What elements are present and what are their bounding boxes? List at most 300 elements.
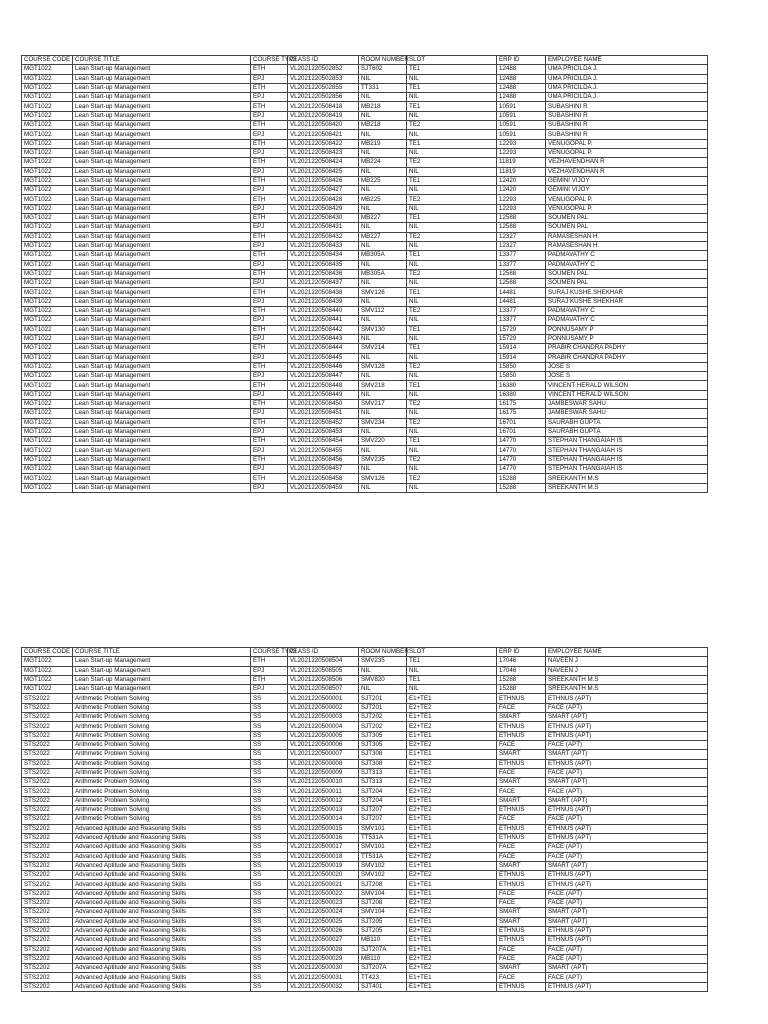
slot-cell: E2+TE2 bbox=[407, 852, 497, 861]
course-type-cell: SS bbox=[251, 871, 288, 880]
slot-cell: NIL bbox=[407, 204, 497, 213]
course-code-cell: STS2022 bbox=[22, 759, 73, 768]
class-id-cell: VL2021220500016 bbox=[288, 833, 359, 842]
class-id-cell: VL2021220500017 bbox=[288, 843, 359, 852]
class-id-cell: VL2021220500018 bbox=[288, 852, 359, 861]
class-id-cell: VL2021220508452 bbox=[288, 418, 359, 427]
class-id-cell: VL2021220500006 bbox=[288, 740, 359, 749]
slot-cell: TE1 bbox=[407, 251, 497, 260]
course-title-cell: Lean Start-up Management bbox=[73, 455, 251, 464]
employee-name-cell: PADMAVATHY C bbox=[546, 251, 708, 260]
employee-name-cell: SAURABH GUPTA bbox=[546, 427, 708, 436]
table-row bbox=[22, 195, 708, 204]
slot-cell: TE1 bbox=[407, 65, 497, 74]
slot-cell: TE2 bbox=[407, 455, 497, 464]
erp-id-cell: FACE bbox=[497, 945, 546, 954]
table-row bbox=[22, 139, 708, 148]
employee-name-cell: SREEKANTH M.S bbox=[546, 483, 708, 492]
course-code-cell: STS2202 bbox=[22, 936, 73, 945]
slot-cell: TE1 bbox=[407, 139, 497, 148]
slot-cell: E1+TE1 bbox=[407, 713, 497, 722]
course-code-cell: MGT1022 bbox=[22, 316, 73, 325]
course-type-cell: EPJ bbox=[251, 167, 288, 176]
slot-cell: NIL bbox=[407, 167, 497, 176]
course-code-cell: STS2202 bbox=[22, 880, 73, 889]
slot-cell: TE1 bbox=[407, 102, 497, 111]
table-row bbox=[22, 880, 708, 889]
course-type-cell: SS bbox=[251, 945, 288, 954]
course-type-cell: SS bbox=[251, 880, 288, 889]
employee-name-cell: SOUMEN PAL bbox=[546, 279, 708, 288]
course-code-cell: STS2022 bbox=[22, 787, 73, 796]
course-code-cell: MGT1022 bbox=[22, 214, 73, 223]
course-code-cell: MGT1022 bbox=[22, 675, 73, 684]
table-row bbox=[22, 260, 708, 269]
course-title-cell: Lean Start-up Management bbox=[73, 427, 251, 436]
class-id-cell: VL2021220508458 bbox=[288, 474, 359, 483]
slot-cell: TE1 bbox=[407, 176, 497, 185]
course-type-cell: ETH bbox=[251, 195, 288, 204]
erp-id-cell: 12488 bbox=[497, 74, 546, 83]
erp-id-cell: 15288 bbox=[497, 685, 546, 694]
column-header: ERP ID bbox=[497, 56, 546, 65]
erp-id-cell: SMART bbox=[497, 778, 546, 787]
erp-id-cell: ETHNUS bbox=[497, 731, 546, 740]
course-code-cell: MGT1022 bbox=[22, 167, 73, 176]
room-number-cell: NIL bbox=[359, 465, 407, 474]
table-row bbox=[22, 288, 708, 297]
class-id-cell: VL2021220508504 bbox=[288, 657, 359, 666]
class-id-cell: VL2021220508427 bbox=[288, 186, 359, 195]
room-number-cell: SJT305 bbox=[359, 740, 407, 749]
course-code-cell: STS2022 bbox=[22, 796, 73, 805]
table-row bbox=[22, 176, 708, 185]
class-id-cell: VL2021220500013 bbox=[288, 806, 359, 815]
class-id-cell: VL2021220508434 bbox=[288, 251, 359, 260]
table-row bbox=[22, 685, 708, 694]
room-number-cell: SJT313 bbox=[359, 768, 407, 777]
slot-cell: E1+TE1 bbox=[407, 889, 497, 898]
course-title-cell: Lean Start-up Management bbox=[73, 65, 251, 74]
course-code-cell: STS2202 bbox=[22, 964, 73, 973]
class-id-cell: VL2021220500021 bbox=[288, 880, 359, 889]
class-id-cell: VL2021220508432 bbox=[288, 232, 359, 241]
course-type-cell: SS bbox=[251, 750, 288, 759]
class-id-cell: VL2021220508437 bbox=[288, 279, 359, 288]
table-row bbox=[22, 861, 708, 870]
room-number-cell: NIL bbox=[359, 93, 407, 102]
course-type-cell: EPJ bbox=[251, 353, 288, 362]
employee-name-cell: SOUMEN PAL bbox=[546, 269, 708, 278]
erp-id-cell: 17046 bbox=[497, 666, 546, 675]
room-number-cell: SJT204 bbox=[359, 796, 407, 805]
course-code-cell: STS2022 bbox=[22, 778, 73, 787]
table-row bbox=[22, 121, 708, 130]
erp-id-cell: FACE bbox=[497, 973, 546, 982]
course-code-cell: STS2022 bbox=[22, 768, 73, 777]
slot-cell: E1+TE1 bbox=[407, 917, 497, 926]
room-number-cell: NIL bbox=[359, 372, 407, 381]
erp-id-cell: ETHNUS bbox=[497, 759, 546, 768]
table-row bbox=[22, 722, 708, 731]
column-header: COURSE CODE bbox=[22, 56, 73, 65]
erp-id-cell: 15288 bbox=[497, 483, 546, 492]
room-number-cell: TT331 bbox=[359, 83, 407, 92]
table-row bbox=[22, 806, 708, 815]
slot-cell: TE1 bbox=[407, 83, 497, 92]
employee-name-cell: FACE (APT) bbox=[546, 945, 708, 954]
table-row bbox=[22, 982, 708, 991]
course-code-cell: MGT1022 bbox=[22, 111, 73, 120]
course-code-cell: MGT1022 bbox=[22, 418, 73, 427]
table-row bbox=[22, 279, 708, 288]
employee-name-cell: SMART (APT) bbox=[546, 917, 708, 926]
slot-cell: TE2 bbox=[407, 418, 497, 427]
column-header: ROOM NUMBER bbox=[359, 648, 407, 657]
slot-cell: NIL bbox=[407, 148, 497, 157]
room-number-cell: MB110 bbox=[359, 954, 407, 963]
room-number-cell: NIL bbox=[359, 316, 407, 325]
course-type-cell: EPJ bbox=[251, 241, 288, 250]
course-code-cell: STS2202 bbox=[22, 945, 73, 954]
room-number-cell: SMV104 bbox=[359, 908, 407, 917]
employee-name-cell: VINCENT HERALD WILSON bbox=[546, 381, 708, 390]
class-id-cell: VL2021220508443 bbox=[288, 334, 359, 343]
class-id-cell: VL2021220508442 bbox=[288, 325, 359, 334]
room-number-cell: MB218 bbox=[359, 121, 407, 130]
course-title-cell: Lean Start-up Management bbox=[73, 418, 251, 427]
room-number-cell: MB305A bbox=[359, 269, 407, 278]
room-number-cell: TT531A bbox=[359, 852, 407, 861]
class-id-cell: VL2021220500030 bbox=[288, 964, 359, 973]
table-row bbox=[22, 759, 708, 768]
slot-cell: NIL bbox=[407, 372, 497, 381]
course-code-cell: MGT1022 bbox=[22, 65, 73, 74]
course-title-cell: Lean Start-up Management bbox=[73, 390, 251, 399]
course-title-cell: Lean Start-up Management bbox=[73, 325, 251, 334]
course-title-cell: Lean Start-up Management bbox=[73, 241, 251, 250]
erp-id-cell: 12588 bbox=[497, 214, 546, 223]
erp-id-cell: 12327 bbox=[497, 241, 546, 250]
slot-cell: TE2 bbox=[407, 399, 497, 408]
employee-name-cell: VINCENT HERALD WILSON bbox=[546, 390, 708, 399]
course-title-cell: Lean Start-up Management bbox=[73, 344, 251, 353]
class-id-cell: VL2021220508447 bbox=[288, 372, 359, 381]
erp-id-cell: SMART bbox=[497, 750, 546, 759]
employee-name-cell: VEZHAVENDHAN R bbox=[546, 167, 708, 176]
erp-id-cell: 11819 bbox=[497, 158, 546, 167]
course-type-cell: EPJ bbox=[251, 334, 288, 343]
class-id-cell: VL2021220508507 bbox=[288, 685, 359, 694]
class-id-cell: VL2021220508455 bbox=[288, 446, 359, 455]
room-number-cell: TT531A bbox=[359, 833, 407, 842]
course-code-cell: MGT1022 bbox=[22, 232, 73, 241]
erp-id-cell: 10591 bbox=[497, 130, 546, 139]
slot-cell: NIL bbox=[407, 427, 497, 436]
erp-id-cell: FACE bbox=[497, 843, 546, 852]
course-title-cell: Advanced Aptitude and Reasoning Skills bbox=[73, 908, 251, 917]
slot-cell: TE1 bbox=[407, 288, 497, 297]
table-row bbox=[22, 843, 708, 852]
course-title-cell: Lean Start-up Management bbox=[73, 269, 251, 278]
employee-name-cell: JAMBESWAR SAHU bbox=[546, 409, 708, 418]
erp-id-cell: 12420 bbox=[497, 176, 546, 185]
room-number-cell: SJT202 bbox=[359, 722, 407, 731]
course-type-cell: EPJ bbox=[251, 316, 288, 325]
erp-id-cell: SMART bbox=[497, 713, 546, 722]
course-type-cell: ETH bbox=[251, 437, 288, 446]
erp-id-cell: 11819 bbox=[497, 167, 546, 176]
erp-id-cell: 12488 bbox=[497, 83, 546, 92]
table-row bbox=[22, 427, 708, 436]
room-number-cell: TT423 bbox=[359, 973, 407, 982]
room-number-cell: SJT308 bbox=[359, 759, 407, 768]
table-row bbox=[22, 102, 708, 111]
course-type-cell: ETH bbox=[251, 474, 288, 483]
class-id-cell: VL2021220508429 bbox=[288, 204, 359, 213]
class-id-cell: VL2021220500010 bbox=[288, 778, 359, 787]
course-title-cell: Lean Start-up Management bbox=[73, 148, 251, 157]
slot-cell: E2+TE2 bbox=[407, 703, 497, 712]
column-header: EMPLOYEE NAME bbox=[546, 648, 708, 657]
room-number-cell: SMV220 bbox=[359, 437, 407, 446]
slot-cell: E2+TE2 bbox=[407, 908, 497, 917]
room-number-cell: SMV128 bbox=[359, 362, 407, 371]
employee-name-cell: PADMAVATHY C bbox=[546, 307, 708, 316]
course-type-cell: EPJ bbox=[251, 390, 288, 399]
slot-cell: E1+TE1 bbox=[407, 750, 497, 759]
course-title-cell: Lean Start-up Management bbox=[73, 446, 251, 455]
course-title-cell: Lean Start-up Management bbox=[73, 121, 251, 130]
course-code-cell: STS2022 bbox=[22, 731, 73, 740]
course-code-cell: MGT1022 bbox=[22, 251, 73, 260]
erp-id-cell: 12420 bbox=[497, 186, 546, 195]
header-row bbox=[22, 56, 708, 65]
course-type-cell: EPJ bbox=[251, 148, 288, 157]
slot-cell: NIL bbox=[407, 74, 497, 83]
course-title-cell: Lean Start-up Management bbox=[73, 353, 251, 362]
erp-id-cell: ETHNUS bbox=[497, 694, 546, 703]
table-row bbox=[22, 787, 708, 796]
room-number-cell: MB225 bbox=[359, 195, 407, 204]
course-code-cell: MGT1022 bbox=[22, 93, 73, 102]
course-type-cell: SS bbox=[251, 889, 288, 898]
room-number-cell: NIL bbox=[359, 390, 407, 399]
class-id-cell: VL2021220508428 bbox=[288, 195, 359, 204]
course-type-cell: SS bbox=[251, 713, 288, 722]
course-title-cell: Lean Start-up Management bbox=[73, 437, 251, 446]
course-code-cell: STS2202 bbox=[22, 899, 73, 908]
room-number-cell: SMV126 bbox=[359, 474, 407, 483]
course-type-cell: EPJ bbox=[251, 465, 288, 474]
slot-cell: NIL bbox=[407, 685, 497, 694]
course-title-cell: Advanced Aptitude and Reasoning Skills bbox=[73, 917, 251, 926]
room-number-cell: SMV235 bbox=[359, 455, 407, 464]
table-row bbox=[22, 889, 708, 898]
employee-name-cell: FACE (APT) bbox=[546, 889, 708, 898]
erp-id-cell: 10591 bbox=[497, 111, 546, 120]
column-header: COURSE TYPE bbox=[251, 648, 288, 657]
course-code-cell: MGT1022 bbox=[22, 158, 73, 167]
slot-cell: E1+TE1 bbox=[407, 880, 497, 889]
table-row bbox=[22, 344, 708, 353]
slot-cell: TE1 bbox=[407, 325, 497, 334]
course-title-cell: Lean Start-up Management bbox=[73, 307, 251, 316]
room-number-cell: SJT201 bbox=[359, 703, 407, 712]
employee-name-cell: SURAJ KUSHE SHEKHAR bbox=[546, 297, 708, 306]
class-id-cell: VL2021220508506 bbox=[288, 675, 359, 684]
class-id-cell: VL2021220508426 bbox=[288, 176, 359, 185]
room-number-cell: NIL bbox=[359, 446, 407, 455]
course-type-cell: SS bbox=[251, 861, 288, 870]
course-title-cell: Lean Start-up Management bbox=[73, 251, 251, 260]
course-code-cell: STS2022 bbox=[22, 703, 73, 712]
employee-name-cell: FACE (APT) bbox=[546, 843, 708, 852]
erp-id-cell: 15729 bbox=[497, 325, 546, 334]
employee-name-cell: SURAJ KUSHE SHEKHAR bbox=[546, 288, 708, 297]
class-id-cell: VL2021220500001 bbox=[288, 694, 359, 703]
erp-id-cell: 16380 bbox=[497, 381, 546, 390]
course-type-cell: SS bbox=[251, 778, 288, 787]
slot-cell: E2+TE2 bbox=[407, 722, 497, 731]
table-row bbox=[22, 768, 708, 777]
slot-cell: NIL bbox=[407, 130, 497, 139]
employee-name-cell: FACE (APT) bbox=[546, 703, 708, 712]
table-row bbox=[22, 936, 708, 945]
employee-name-cell: JOSE S bbox=[546, 362, 708, 371]
room-number-cell: NIL bbox=[359, 260, 407, 269]
class-id-cell: VL2021220508439 bbox=[288, 297, 359, 306]
employee-name-cell: JOSE S bbox=[546, 372, 708, 381]
course-type-cell: SS bbox=[251, 982, 288, 991]
course-title-cell: Lean Start-up Management bbox=[73, 111, 251, 120]
class-id-cell: VL2021220508423 bbox=[288, 148, 359, 157]
course-type-cell: ETH bbox=[251, 399, 288, 408]
employee-name-cell: VENUGOPAL P. bbox=[546, 148, 708, 157]
erp-id-cell: 12293 bbox=[497, 204, 546, 213]
course-code-cell: MGT1022 bbox=[22, 195, 73, 204]
table-row bbox=[22, 186, 708, 195]
room-number-cell: MB219 bbox=[359, 139, 407, 148]
erp-id-cell: 14770 bbox=[497, 437, 546, 446]
table-row bbox=[22, 83, 708, 92]
class-id-cell: VL2021220508425 bbox=[288, 167, 359, 176]
course-code-cell: MGT1022 bbox=[22, 427, 73, 436]
course-type-cell: EPJ bbox=[251, 427, 288, 436]
erp-id-cell: 12293 bbox=[497, 195, 546, 204]
course-title-cell: Lean Start-up Management bbox=[73, 223, 251, 232]
course-title-cell: Lean Start-up Management bbox=[73, 74, 251, 83]
erp-id-cell: 16380 bbox=[497, 390, 546, 399]
room-number-cell: NIL bbox=[359, 483, 407, 492]
erp-id-cell: ETHNUS bbox=[497, 871, 546, 880]
erp-id-cell: 17046 bbox=[497, 657, 546, 666]
course-type-cell: ETH bbox=[251, 121, 288, 130]
slot-cell: E2+TE2 bbox=[407, 964, 497, 973]
erp-id-cell: 13377 bbox=[497, 307, 546, 316]
employee-name-cell: STEPHAN THANGAIAH IS bbox=[546, 455, 708, 464]
room-number-cell: SMV126 bbox=[359, 288, 407, 297]
slot-cell: E2+TE2 bbox=[407, 759, 497, 768]
table-row bbox=[22, 214, 708, 223]
slot-cell: TE1 bbox=[407, 344, 497, 353]
class-id-cell: VL2021220508446 bbox=[288, 362, 359, 371]
class-id-cell: VL2021220508456 bbox=[288, 455, 359, 464]
employee-name-cell: SMART (APT) bbox=[546, 964, 708, 973]
room-number-cell: NIL bbox=[359, 204, 407, 213]
table-row bbox=[22, 871, 708, 880]
course-title-cell: Arithmetic Problem Solving bbox=[73, 806, 251, 815]
course-type-cell: EPJ bbox=[251, 93, 288, 102]
table-row bbox=[22, 815, 708, 824]
table-row bbox=[22, 740, 708, 749]
erp-id-cell: 12588 bbox=[497, 223, 546, 232]
course-type-cell: EPJ bbox=[251, 372, 288, 381]
employee-name-cell: SREEKANTH M.S bbox=[546, 675, 708, 684]
employee-name-cell: VENUGOPAL P. bbox=[546, 204, 708, 213]
class-id-cell: VL2021220508448 bbox=[288, 381, 359, 390]
room-number-cell: SJT602 bbox=[359, 65, 407, 74]
table-row bbox=[22, 954, 708, 963]
erp-id-cell: 12488 bbox=[497, 93, 546, 102]
course-type-cell: ETH bbox=[251, 102, 288, 111]
course-title-cell: Arithmetic Problem Solving bbox=[73, 815, 251, 824]
slot-cell: NIL bbox=[407, 465, 497, 474]
employee-name-cell: STEPHAN THANGAIAH IS bbox=[546, 465, 708, 474]
course-type-cell: ETH bbox=[251, 139, 288, 148]
course-code-cell: MGT1022 bbox=[22, 657, 73, 666]
course-code-cell: MGT1022 bbox=[22, 399, 73, 408]
course-code-cell: MGT1022 bbox=[22, 474, 73, 483]
course-title-cell: Advanced Aptitude and Reasoning Skills bbox=[73, 945, 251, 954]
class-id-cell: VL2021220508422 bbox=[288, 139, 359, 148]
erp-id-cell: ETHNUS bbox=[497, 824, 546, 833]
course-title-cell: Advanced Aptitude and Reasoning Skills bbox=[73, 899, 251, 908]
course-title-cell: Lean Start-up Management bbox=[73, 167, 251, 176]
course-title-cell: Lean Start-up Management bbox=[73, 362, 251, 371]
table-row bbox=[22, 945, 708, 954]
course-type-cell: EPJ bbox=[251, 204, 288, 213]
course-type-cell: SS bbox=[251, 787, 288, 796]
table-row bbox=[22, 778, 708, 787]
table-row bbox=[22, 372, 708, 381]
erp-id-cell: FACE bbox=[497, 899, 546, 908]
slot-cell: E2+TE2 bbox=[407, 871, 497, 880]
employee-name-cell: FACE (APT) bbox=[546, 973, 708, 982]
course-type-cell: SS bbox=[251, 759, 288, 768]
table-row bbox=[22, 269, 708, 278]
room-number-cell: SJT308 bbox=[359, 750, 407, 759]
slot-cell: E1+TE1 bbox=[407, 861, 497, 870]
erp-id-cell: 16701 bbox=[497, 418, 546, 427]
room-number-cell: SMV218 bbox=[359, 381, 407, 390]
erp-id-cell: SMART bbox=[497, 796, 546, 805]
column-header: COURSE CODE bbox=[22, 648, 73, 657]
course-type-cell: SS bbox=[251, 954, 288, 963]
course-title-cell: Lean Start-up Management bbox=[73, 204, 251, 213]
erp-id-cell: 12293 bbox=[497, 148, 546, 157]
course-code-cell: MGT1022 bbox=[22, 223, 73, 232]
employee-name-cell: UMA PRICILDA J. bbox=[546, 93, 708, 102]
course-title-cell: Advanced Aptitude and Reasoning Skills bbox=[73, 843, 251, 852]
table-row bbox=[22, 325, 708, 334]
table-row bbox=[22, 964, 708, 973]
class-id-cell: VL2021220500032 bbox=[288, 982, 359, 991]
table-row bbox=[22, 251, 708, 260]
employee-name-cell: SMART (APT) bbox=[546, 861, 708, 870]
course-code-cell: MGT1022 bbox=[22, 353, 73, 362]
slot-cell: E1+TE1 bbox=[407, 936, 497, 945]
